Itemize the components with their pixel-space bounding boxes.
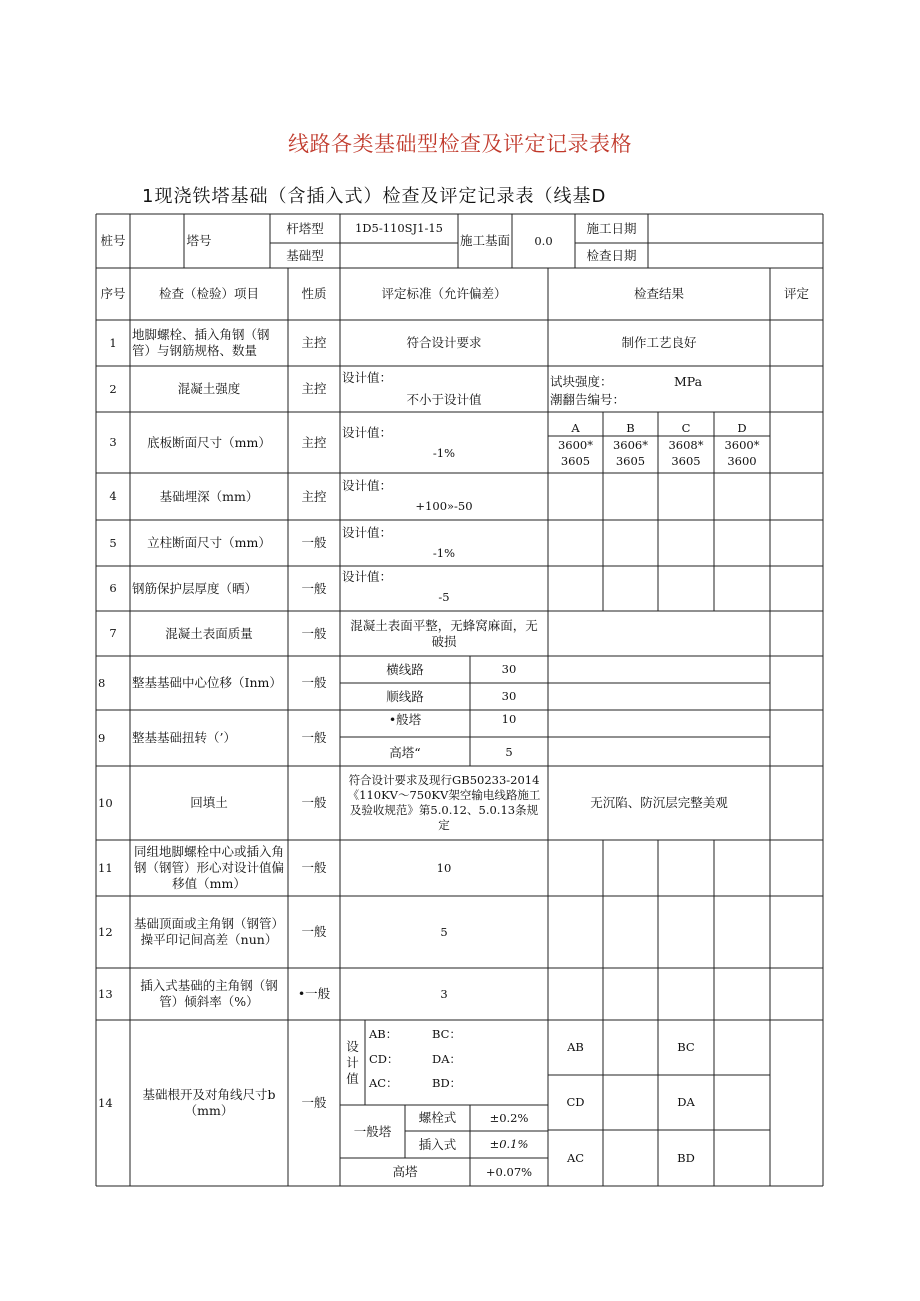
construction-base-value: 0.0	[534, 233, 553, 248]
row-14-design-ab: AB：	[369, 1026, 398, 1041]
row-4-nature: 主控	[301, 488, 327, 504]
tower-number-value[interactable]	[214, 214, 270, 268]
row-8-sub-1: 横线路	[386, 661, 424, 677]
row-12-nature: 一般	[301, 924, 327, 939]
row-5-design-label: 设计值：	[342, 525, 393, 540]
row-14-design-ac: AC：	[369, 1075, 398, 1090]
foundation-type-value[interactable]	[340, 243, 458, 268]
row-14-result-bd: BD	[677, 1150, 695, 1165]
row-9-no: 9	[98, 730, 106, 745]
row-9-sub-2: 高塔“	[389, 744, 421, 760]
col-standard-header: 评定标准（允许偏差）	[381, 286, 507, 301]
document-subtitle: 1现浇铁塔基础（含插入式）检查及评定记录表（线基D	[142, 186, 607, 207]
row-2-strength-unit: MPa	[673, 374, 703, 389]
pile-number-label: 桩号	[100, 233, 126, 248]
row-14-high-tower: 高塔	[392, 1164, 418, 1179]
row-10-no: 10	[98, 795, 113, 810]
row-14-bolt-type: 螺栓式	[418, 1110, 457, 1125]
row-3-item: 底板断面尺寸（mm）	[147, 434, 271, 450]
row-14-result-ab: AB	[567, 1040, 584, 1054]
tower-type-label: 杆塔型	[286, 220, 324, 236]
row-12-no: 12	[98, 924, 113, 939]
row-14-design-label: 设计值	[346, 1038, 359, 1086]
row-6-nature: 一般	[301, 580, 327, 596]
row-9-value-1: 10	[501, 711, 517, 726]
row-8-nature: 一般	[301, 675, 327, 690]
row-3-d-value-1: 3600*	[724, 437, 760, 452]
row-6-design-label: 设计值：	[342, 569, 393, 584]
row-10-standard: 符合设计要求及现行GB50233-2014《110KV～750KV架空输电线路施工及验收规范》第5.0.12、5.0.13条规定	[347, 773, 541, 832]
row-7-nature: 一般	[301, 625, 327, 641]
row-7-item: 混凝土表面质量	[165, 625, 253, 641]
row-14-result-bc: BC	[677, 1040, 695, 1054]
row-5-no: 5	[109, 535, 117, 550]
row-13-no: 13	[98, 986, 113, 1001]
row-14-no: 14	[98, 1095, 113, 1110]
row-14-item: 基础根开及对角线尺寸b（mm）	[142, 1087, 276, 1118]
row-14-result-ac: AC	[566, 1150, 585, 1165]
row-8-value-1: 30	[501, 662, 517, 676]
row-10-item: 回填土	[190, 795, 228, 810]
row-6-design-value: -5	[438, 589, 450, 604]
row-5-design-value: -1%	[432, 545, 456, 560]
row-6-no: 6	[109, 581, 117, 595]
row-9-nature: 一般	[301, 730, 327, 745]
row-14-design-cd: CD：	[369, 1051, 399, 1066]
row-13-item: 插入式基础的主角钢（钢管）倾斜率（%）	[140, 978, 278, 1009]
row-9-value-2: 5	[505, 745, 513, 759]
construction-date-value[interactable]	[648, 214, 823, 243]
row-3-c-value-2: 3605	[671, 453, 701, 468]
row-13-standard: 3	[440, 986, 448, 1001]
row-3-d-value-2: 3600	[727, 453, 757, 468]
row-8-item: 整基基础中心位移（Inm）	[132, 675, 282, 690]
construction-date-label: 施工日期	[586, 220, 637, 236]
row-8-sub-2: 顺线路	[386, 688, 424, 704]
foundation-type-label: 基础型	[286, 247, 324, 263]
pile-number-value[interactable]	[130, 214, 184, 268]
row-4-no: 4	[109, 489, 117, 503]
row-14-insert-type: 插入式	[418, 1136, 457, 1152]
row-3-no: 3	[109, 435, 117, 449]
tower-number-label: 塔号	[186, 233, 212, 248]
row-14-high-value: +0.07%	[485, 1164, 533, 1179]
row-11-standard: 10	[436, 860, 452, 875]
inspection-date-label: 检查日期	[586, 247, 637, 263]
row-1-nature: 主控	[301, 335, 327, 350]
row-3-col-d: D	[737, 420, 747, 435]
col-result-header: 检查结果	[633, 286, 684, 301]
row-3-design-value: -1%	[432, 445, 456, 460]
row-3-nature: 主控	[301, 434, 327, 450]
row-2-design-label: 设计值：	[342, 370, 393, 385]
row-10-result: 无沉陷、防沉层完整美观	[590, 795, 728, 810]
row-3-b-value-2: 3605	[615, 453, 646, 468]
row-3-design-label: 设计值：	[342, 425, 393, 440]
row-3-c-value-1: 3608*	[668, 437, 704, 452]
construction-base-label: 施工基面	[460, 233, 511, 248]
row-11-nature: 一般	[301, 860, 327, 875]
row-8-value-2: 30	[501, 689, 517, 703]
row-14-bolt-value: ±0.2%	[489, 1110, 529, 1125]
row-2-design-value: 不小于设计值	[406, 392, 482, 407]
row-14-result-cd: CD	[566, 1095, 585, 1109]
row-12-item: 基础顶面或主角钢（钢管）操平印记间高差（nun）	[133, 916, 284, 947]
row-3-col-a: A	[571, 420, 580, 435]
col-seq-header: 序号	[100, 286, 126, 301]
row-9-sub-1: •般塔	[388, 712, 422, 727]
row-3-col-b: B	[626, 420, 635, 435]
document-title: 线路各类基础型检查及评定记录表格	[288, 132, 632, 156]
col-rating-header: 评定	[783, 286, 809, 301]
row-13-nature: •一般	[297, 986, 331, 1001]
row-5-item: 立柱断面尺寸（mm）	[147, 535, 271, 550]
row-1-item: 地脚螺栓、插入角钢（钢管）与钢筋规格、数量	[132, 327, 270, 358]
row-2-no: 2	[109, 381, 117, 396]
row-3-a-value-1: 3600*	[557, 437, 594, 452]
row-3-b-value-1: 3606*	[612, 437, 649, 452]
row-11-no: 11	[98, 860, 113, 875]
row-1-standard: 符合设计要求	[406, 335, 482, 350]
col-item-header: 检查（检验）项目	[158, 286, 259, 301]
row-5-nature: 一般	[301, 535, 327, 550]
row-2-report-number: 潮翻告编号：	[550, 392, 626, 407]
row-1-no: 1	[109, 335, 117, 350]
row-9-item: 整基基础扭转（’）	[132, 730, 236, 745]
row-14-insert-value: ±0.1%	[489, 1137, 529, 1151]
row-2-item: 混凝土强度	[177, 381, 241, 396]
row-14-design-bd: BD：	[432, 1075, 462, 1090]
row-4-design-label: 设计值：	[342, 478, 393, 493]
row-4-item: 基础埋深（mm）	[159, 488, 259, 504]
row-6-item: 钢筋保护层厚度（晒）	[132, 580, 258, 596]
row-1-result: 制作工艺良好	[621, 335, 697, 350]
row-14-design-da: DA：	[432, 1051, 462, 1066]
tower-type-value: 1D5-110SJ1-15	[354, 221, 443, 235]
row-8-no: 8	[98, 675, 106, 690]
inspection-date-value[interactable]	[648, 243, 823, 268]
col-nature-header: 性质	[301, 286, 327, 301]
row-14-nature: 一般	[301, 1095, 327, 1110]
row-3-col-c: C	[681, 420, 691, 435]
row-14-general-tower: 一般塔	[353, 1123, 392, 1139]
row-11-item: 同组地脚螺栓中心或插入角钢（钢管）形心对设计值偏移值（mm）	[133, 844, 284, 891]
row-2-strength-label: 试块强度：	[550, 374, 613, 389]
row-10-nature: 一般	[301, 795, 327, 810]
row-7-standard: 混凝土表面平整，无蜂窝麻面，无破损	[350, 617, 538, 649]
row-2-nature: 主控	[301, 381, 327, 396]
row-14-design-bc: BC：	[432, 1026, 461, 1041]
row-4-design-value: +100»-50	[415, 498, 473, 513]
row-12-standard: 5	[440, 924, 448, 939]
row-7-no: 7	[109, 626, 117, 640]
row-3-a-value-2: 3605	[560, 453, 591, 468]
row-14-result-da: DA	[677, 1095, 695, 1109]
